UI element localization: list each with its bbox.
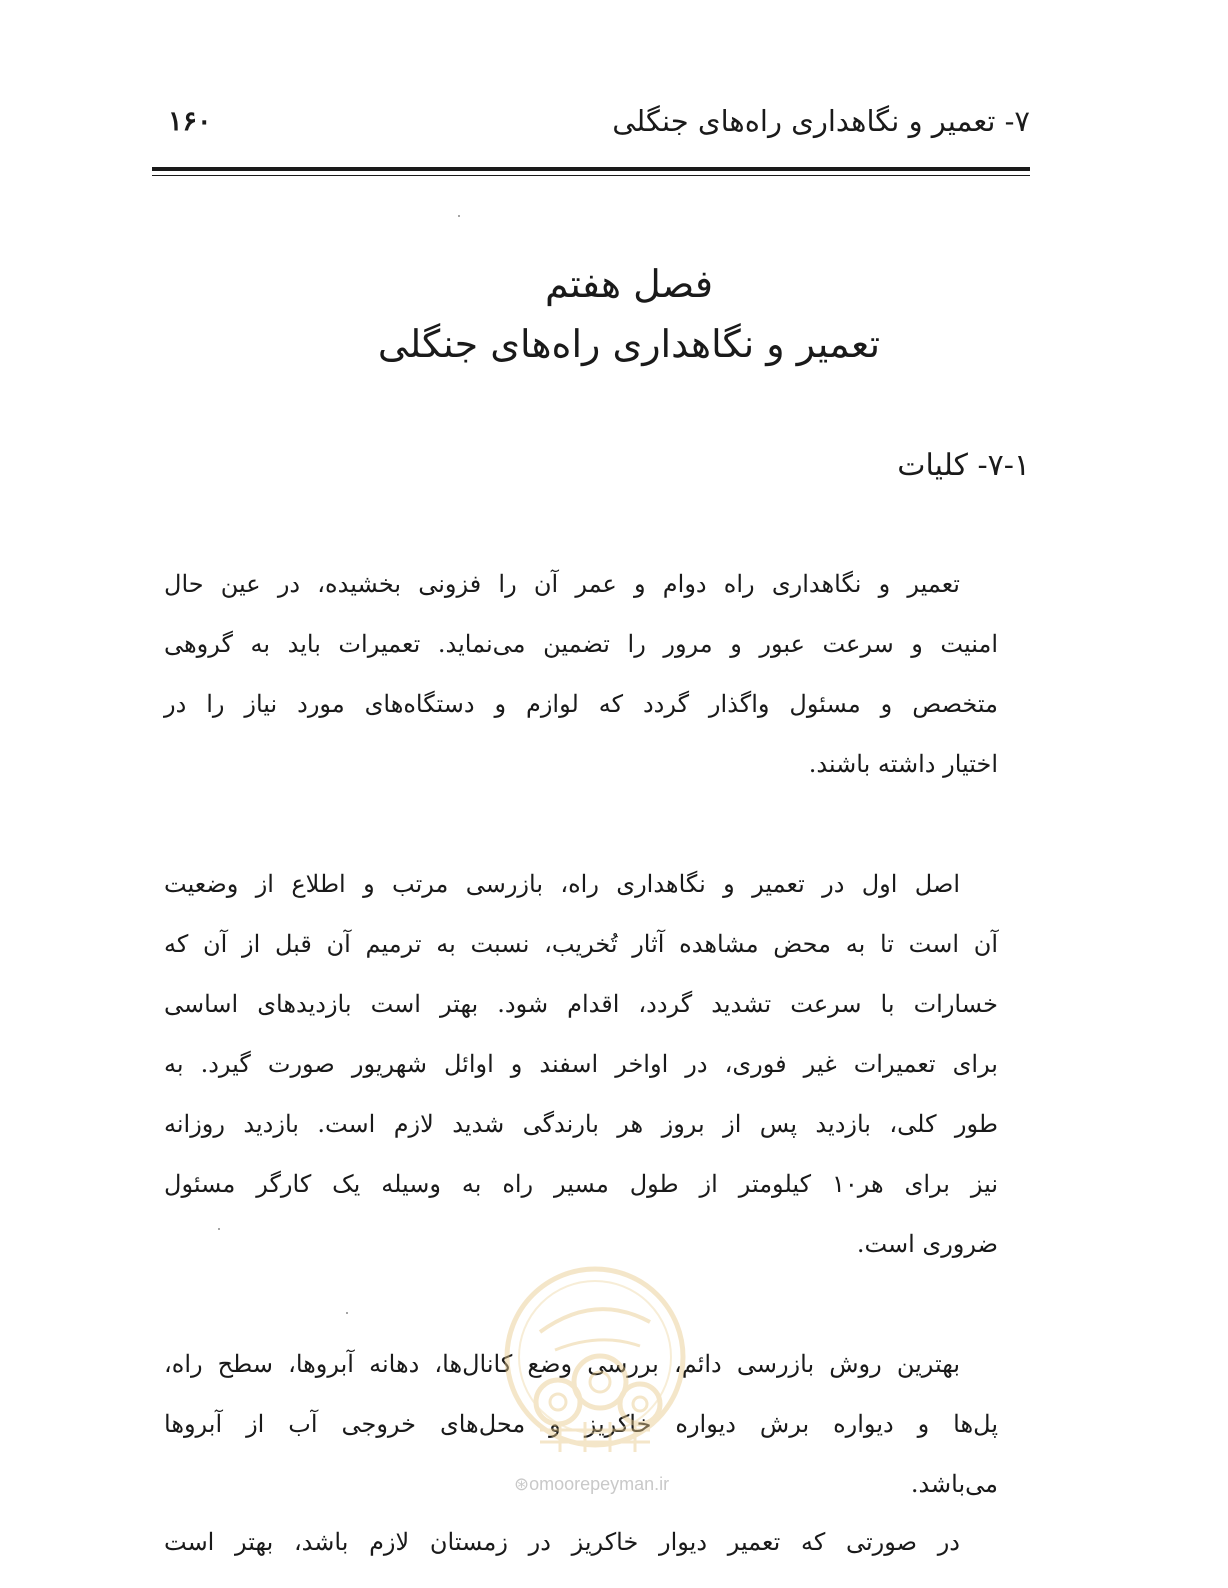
paragraph-line: برای تعمیرات غیر فوری، در اواخر اسفند و اوائل شهریور صورت گیرد. به (164, 1050, 998, 1078)
paragraph-line: آن است تا به محض مشاهده آثار تُخریب، نسبت به ترمیم آن قبل از آن که (164, 930, 998, 958)
header-rule-thin (152, 175, 1030, 176)
paragraph-line: اصل اول در تعمیر و نگاهداری راه، بازرسی مرتب و اطلاع از وضعیت (164, 870, 960, 898)
paragraph-line: طور کلی، بازدید پس از بروز هر بارندگی شدید لازم است. بازدید روزانه (164, 1110, 998, 1138)
paragraph-2 (164, 854, 998, 1274)
paragraph-line: متخصص و مسئول واگذار گردد که لوازم و دستگاه‌های مورد نیاز را در (164, 690, 998, 718)
watermark-site: ⊛omoorepeyman.ir (514, 1474, 670, 1494)
paragraph-line: در صورتی که تعمیر دیوار خاکریز در زمستان لازم باشد، بهتر است (164, 1528, 960, 1556)
paragraph-line: تعمیر و نگاهداری راه دوام و عمر آن را فزونی بخشیده، در عین حال (164, 570, 960, 598)
header-rule-thick (152, 167, 1030, 171)
chapter-title: تعمیر و نگاهداری راه‌های جنگلی (377, 322, 881, 366)
paragraph-line: نیز برای هر۱۰ کیلومتر از طول مسیر راه به وسیله یک کارگر مسئول (164, 1170, 998, 1198)
section-heading: ۷-۱- کلیات (897, 448, 1030, 483)
scan-speck (346, 1312, 348, 1314)
paragraph-line: امنیت و سرعت عبور و مرور را تضمین می‌نماید. تعمیرات باید به گروهی (164, 630, 998, 658)
watermark-logo (500, 1262, 690, 1472)
paragraph-line: پل‌ها و دیواره برش دیواره خاکریز و محل‌های خروجی آب از آبروها (164, 1410, 998, 1438)
paragraph-line: ضروری است. (856, 1230, 998, 1258)
scan-speck (458, 215, 460, 217)
paragraph-1 (164, 554, 998, 794)
paragraph-line: خسارات با سرعت تشدید گردد، اقدام شود. بهتر است بازدیدهای اساسی (164, 990, 998, 1018)
paragraph-line: بهترین روش بازرسی دائم، بررسی وضع کانال‌ها، دهانه آبروها، سطح راه، (164, 1350, 960, 1378)
chapter-label: فصل هفتم (545, 262, 713, 306)
paragraph-4 (164, 1512, 998, 1572)
running-header (152, 100, 1030, 150)
paragraph-line: می‌باشد. (910, 1470, 998, 1498)
paragraph-line: اختیار داشته باشند. (808, 750, 998, 778)
page-number: ۱۶۰ (168, 106, 212, 137)
scan-speck (218, 1228, 220, 1230)
running-title: ۷- تعمیر و نگاهداری راه‌های جنگلی (612, 104, 1030, 138)
